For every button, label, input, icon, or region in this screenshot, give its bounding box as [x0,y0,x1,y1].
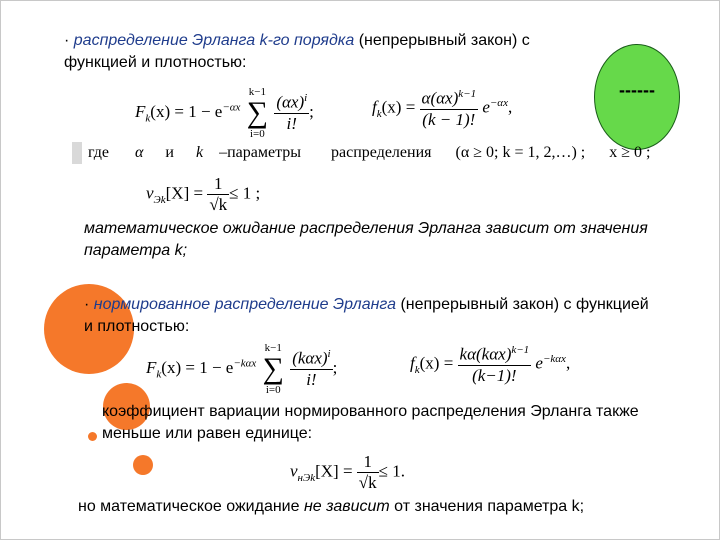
intro-rest: (непрерывный закон) с функцией и плотностью: [64,32,530,71]
normalized-erlang-link[interactable]: нормированное распределение Эрланга [93,296,396,313]
gray-marker [72,142,82,164]
formula-f2: $f_k(x)$ = $\frac{k\alpha(k\alpha x)^{k-1}}{(k-1)!}$ $e^{-k\alpha x}$, [410,344,571,385]
erlang-link[interactable]: распределение Эрланга k-го порядка [73,32,355,49]
green-badge: ------ [594,44,680,150]
bullet: · [64,32,74,49]
final-note: но математическое ожидание не зависит от значения параметра k; [78,498,585,515]
where-word: где [88,144,110,161]
erlang-intro [64,30,594,74]
formula-F2: $F_k(x) = 1 - e^{-k\alpha x}$ k−1 ∑ i=0 $\frac{(k\alpha x)^i}{i!}$ ; [146,342,338,396]
formula-F1: $F_k(x) = 1 - e^{-\alpha x}$ k−1 ∑ i=0 $\frac{(\alpha x)^i}{i!}$ ; [135,86,314,140]
decor-tiny-dot [88,432,97,441]
formula-f1: $f_k(x)$ = $\frac{\alpha(\alpha x)^{k-1}}{(k - 1)!}$ $e^{-\alpha x}$, [372,88,513,129]
coefficient-note: коэффициент вариации нормированного распределения Эрланга также меньше или равен единице: [102,403,639,442]
normalized-erlang-intro: · нормированное распределение Эрланга (непрерывный закон) с функцией и плотностью: [84,296,649,335]
formula-v1: $v_{Эk}[X]$ = $\frac{1}{√k}$ ≤ 1 ; [146,174,261,214]
decor-small-circle [133,455,153,475]
formula-v2: $v_{нЭk}[X]$ = $\frac{1}{√k}$ ≤ 1. [290,452,405,492]
params-line: где α и k –параметры распределения (α ≥ 0; k = 1, 2,…) ; x ≥ 0 ; [88,144,651,161]
erlang-mean-note: математическое ожидание распределения Эрланга зависит от значения параметра k; [84,220,648,259]
